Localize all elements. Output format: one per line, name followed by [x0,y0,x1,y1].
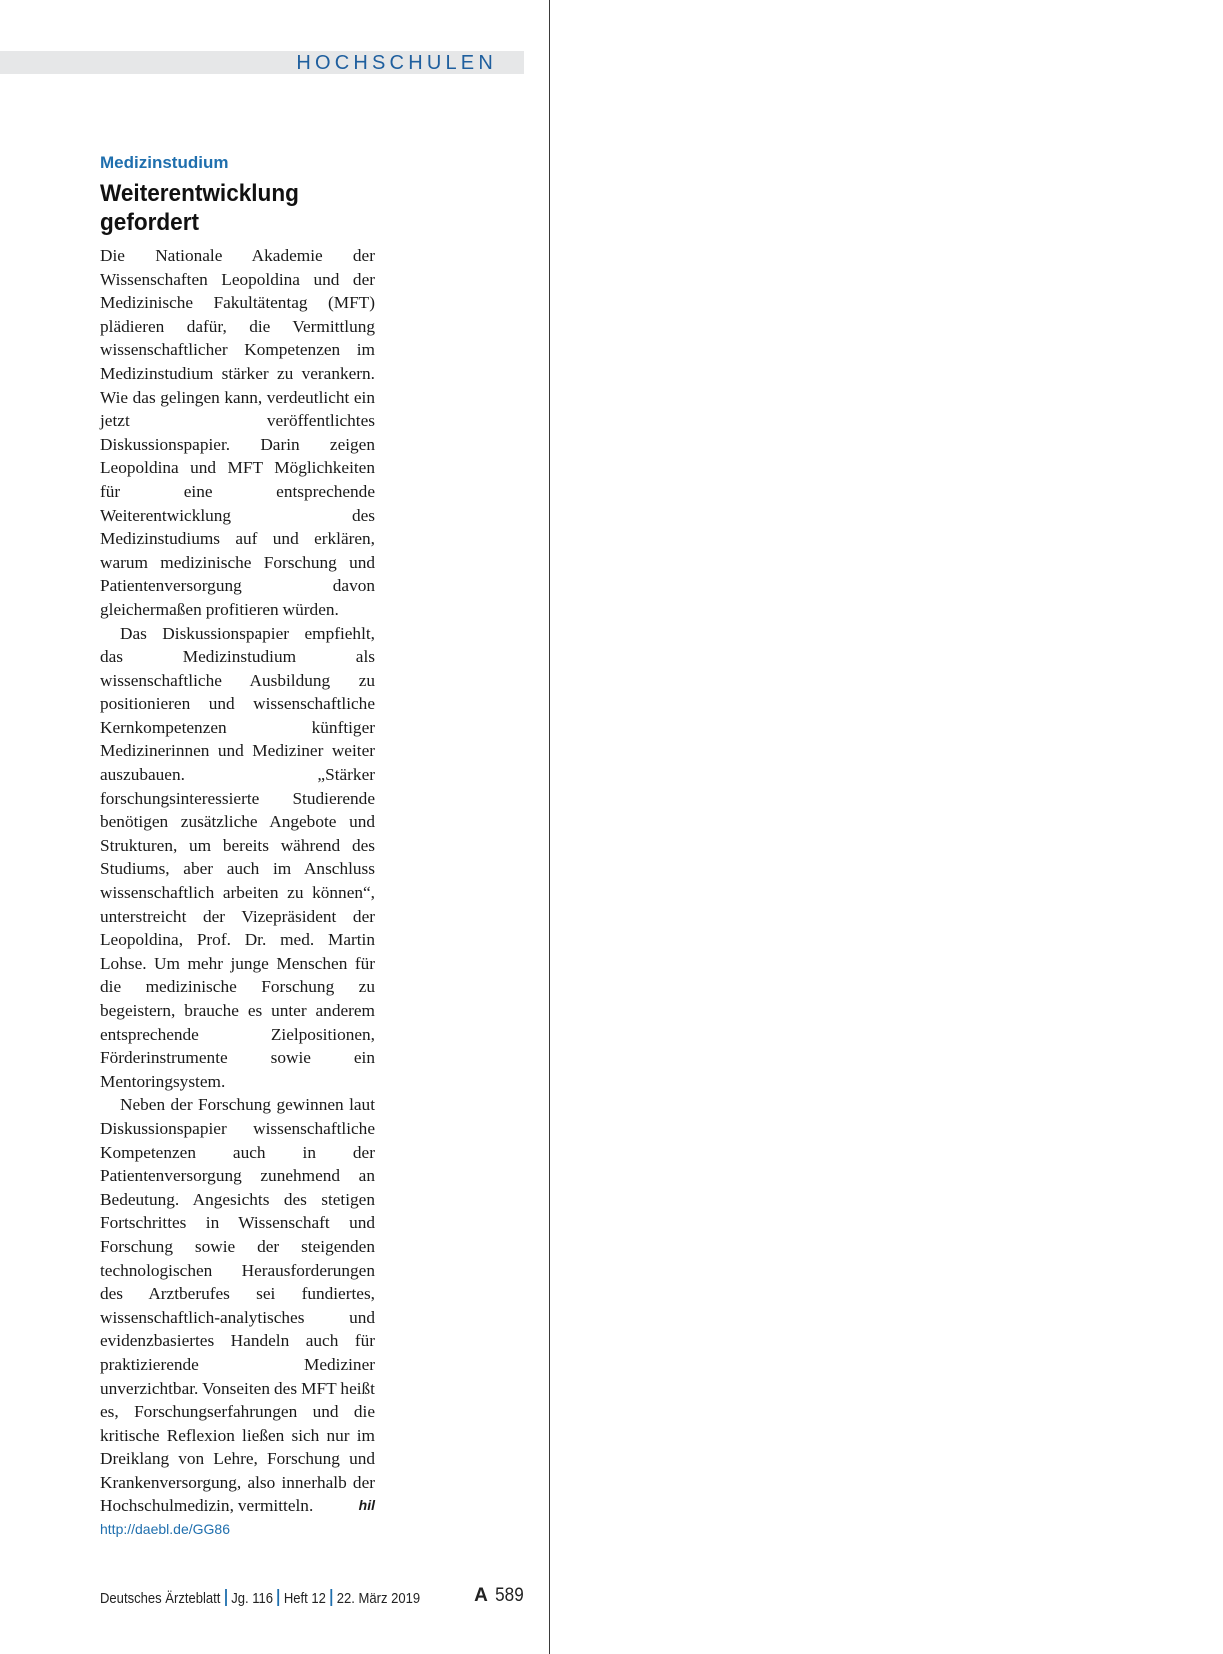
publication-name: Deutsches Ärzteblatt [100,1591,221,1607]
page-footer [100,1585,524,1607]
author-initials: hil [358,1497,375,1514]
article-kicker: Medizinstudium [100,153,229,172]
page-prefix: A [474,1585,488,1606]
footer-separator [330,1589,332,1606]
headline-line-1: Weiterentwicklung [100,180,299,207]
issue: Heft 12 [283,1591,326,1607]
section-header-bar [0,51,524,74]
paragraph-3-text: Neben der Forschung gewinnen laut Diskussionspapier wissenschaftliche Kompetenzen auch in der Patientenversorgung zunehmend an Bedeutung. Angesichts des stetigen Fortschrittes in Wissenschaft und Forschung sowie der steigenden technologischen Herausforderungen des Arztberufes sei fundiertes, wissenschaftlich-analytisches und evidenzbasiertes Handeln auch für praktizierende Mediziner unverzichtbar. Vonseiten des MFT heißt es, Forschungserfahrungen und die kritische Reflexion ließen sich nur im Dreiklang von Lehre, Forschung und Krankenversorgung, also innerhalb der Hochschulmedizin, vermitteln. [100,1095,375,1516]
article [100,150,375,1538]
page-number-value: 589 [495,1585,524,1606]
issue-date: 22. März 2019 [336,1591,421,1607]
article-link[interactable]: http://daebl.de/GG86 [100,1521,230,1538]
volume: Jg. 116 [231,1591,274,1607]
headline-line-2: gefordert [100,209,200,236]
article-headline [100,179,359,237]
page-divider [549,0,550,1654]
article-body [100,244,375,1518]
footer-separator [278,1589,280,1606]
page-number [474,1585,524,1607]
paragraph-1: Die Nationale Akademie der Wissenschaften Leopoldina und der Medizinische Fakultätentag (MFT) plädieren dafür, die Vermittlung wissenschaftlicher Kompetenzen im Medizinstudium stärker zu verankern. Wie das gelingen kann, verdeutlicht ein jetzt veröffentlichtes Diskussionspapier. Darin zeigen Leopoldina und MFT Möglichkeiten für eine entsprechende Weiterentwicklung des Medizinstudiums auf und erklären, warum medizinische Forschung und Patientenversorgung davon gleichermaßen profitieren würden. [100,246,375,619]
footer-separator [225,1589,227,1606]
paragraph-2: Das Diskussionspapier empfiehlt, das Medizinstudium als wissenschaftliche Ausbildung zu positionieren und wissenschaftliche Kernkompetenzen künftiger Medizinerinnen und Mediziner weiter auszubauen. „Stärker forschungsinteressierte Studierende benötigen zusätzliche Angebote und Strukturen, um bereits während des Studiums, aber auch im Anschluss wissenschaftlich arbeiten zu können“, unterstreicht der Vizepräsident der Leopoldina, Prof. Dr. med. Martin Lohse. Um mehr junge Menschen für die medizinische Forschung zu begeistern, brauche es unter anderem entsprechende Zielpositionen, Förderinstrumente sowie ein Mentoringsystem. [100,623,375,1091]
paragraph-3 [100,1093,375,1518]
section-label: HOCHSCHULEN [296,52,497,74]
footer-meta [100,1589,420,1607]
